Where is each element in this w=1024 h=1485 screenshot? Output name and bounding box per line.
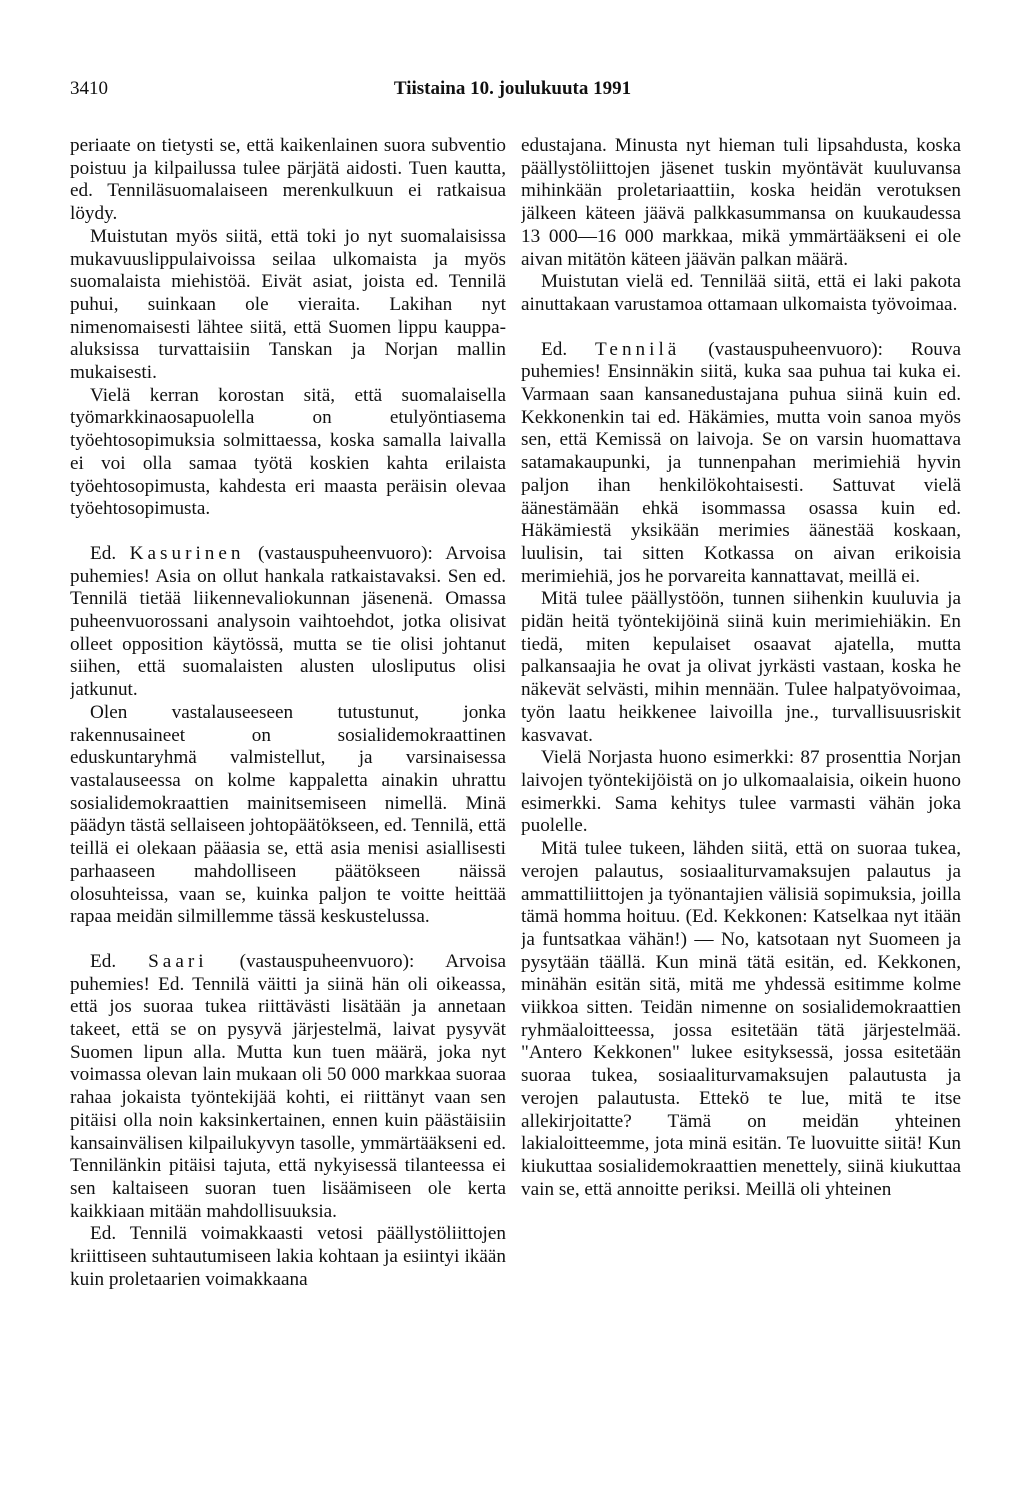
- header-date: Tiistaina 10. joulukuuta 1991: [393, 78, 632, 99]
- speech-tennila: [521, 339, 961, 589]
- speech-text: (vastauspuheenvuoro): Arvoisa puhemies! Ed. Tennilä väitti ja siinä hän oli oikeassa, että jos suoraa tukea riittävästi lisätään ja annetaan takeet, että se on pysyvä järjestelmä, laivat pysyvät Suomen lipun alla. Mutta kun tuen määrä, joka nyt voimassa olevan lain mukaan oli 50 000 markkaa suoraa rahaa jokaista työntekijää kohti, ei riittänyt vaan sen pitäisi olla noin kaksinkertainen, ennen kuin päästäisiin kansainvälisen kilpailukyvyn tasolle, ymmärtääkseni ed. Tennilänkin pitäisi tajuta, että nykyisessä tilanteessa ei sen kaltaiseen suoran tuen lisäämiseen ole kerta kaikkiaan mitään mahdollisuuksia.: [70, 950, 506, 1222]
- paragraph: Vielä kerran korostan sitä, että suomalaisella työmarkkinaosapuolella on etulyöntiasema työehtosopimuksia solmittaessa, koska samalla laivalla ei voi olla samaa työtä koskien kahta erilaista työehtosopimusta, kahdesta eri maasta peräisin olevaa työehtosopimusta.: [70, 384, 506, 520]
- paragraph: Mitä tulee tukeen, lähden siitä, että on suoraa tukea, verojen palautus, sosiaaliturvamaksujen palautus ja ammattiliittojen ja työnantajien välisiä sopimuksia, joilla tämä homma hoituu. (Ed. Kekkonen: Katselkaa nyt itään ja funtsatkaa vähän!) — No, katsotaan nyt Suomeen ja pysytään täällä. Kun minä tätä esitän, ed. Kekkonen, minähän esitän sitä, mitä me yhdessä esitimme kolme viikkoa sitten. Teidän nimenne on sosialidemokraattien ryhmäaloitteessa, jossa esitetään tätä järjestelmää. "Antero Kekkonen" lukee esityksessä, jossa esitetään suoraa tukea, sosiaaliturvamaksujen palautusta ja verojen palautusta. Ettekö te lue, mitä te itse allekirjoitatte? Tämä on meidän yhteinen lakialoitteemme, jota minä esitän. Te luovuitte siitä! Kun kiukuttaa sosialidemokraattien menettely, siinä kiukuttaa vain se, että annoitte periksi. Meillä oli yhteinen: [521, 838, 961, 1200]
- speech-text: (vastauspuheenvuoro): Rouva puhemies! Ensinnäkin siitä, kuka saa puhua tai kuka ei. Varmaan saan kansanedustajana puhua siinä kuin ed. Kekkonenkin tai ed. Häkämies, mutta voin sanoa myös sen, että Kemissä on laivoja. Se on varsin huomattava satamakaupunki, ja tunnenpahan merimiehiä hyvin paljon ihan henkilökohtaisesti. Sattuvat vielä äänestämään ehkä isommassa osassa kuin ed. Häkämiestä yksikään merimies äänestää koskaan, luulisin, tai sitten Kotkassa on aivan erikoisia merimiehiä, jos he porvareita kannattavat, meillä ei.: [521, 338, 961, 587]
- paragraph: Vielä Norjasta huono esimerkki: 87 prosenttia Norjan laivojen työntekijöistä on jo ulkomaalaisia, oikein huono esimerkki. Sama kehitys tulee varmasti vähän joka puolelle.: [521, 747, 961, 837]
- right-column: [521, 135, 961, 1470]
- speech-text: (vastauspuheenvuoro): Arvoisa puhemies! Asia on ollut hankala ratkaistavaksi. Sen ed. Tennilä tietää liikennevaliokunnan jäsenenä. Omassa puheenvuorossani analysoin vaihtoehdot, jotka olisivat olleet opposition käytössä, mutta se tie olisi johtanut siihen, että suomalaisten alusten ulosliputus olisi jatkunut.: [70, 542, 506, 701]
- paragraph: periaate on tietysti se, että kaikenlainen suora subventio poistuu ja kilpailussa tulee pärjätä aidosti. Tuen kautta, ed. Tenniläsuomalaiseen merenkulkuun ei ratkaisua löydy.: [70, 135, 506, 225]
- paragraph: edustajana. Minusta nyt hieman tuli lipsahdusta, koska päällystöliittojen jäsenet tuskin myöntävät kuuluvansa mihinkään proletariaattiin, koska heidän verotuksen jälkeen käteen jäävä palkkasummansa on kuukaudessa 13 000—16 000 markkaa, mikä ymmärtääkseni ei ole aivan mitätön käteen jäävän palkan määrä.: [521, 135, 961, 270]
- speech-saari: [70, 951, 506, 1223]
- speaker-prefix: Ed.: [90, 542, 117, 564]
- speaker-name: Kasurinen: [129, 542, 245, 564]
- paragraph: Muistutan vielä ed. Tennilää siitä, että ei laki pakota ainuttakaan varustamoa ottamaan ulkomaista työvoimaa.: [521, 271, 961, 315]
- paragraph: Muistutan myös siitä, että toki jo nyt suomalaisissa mukavuuslippulaivoissa seilaa ulkomaista ja myös suomalaista miehistöä. Eivät asiat, joista ed. Tennilä puhui, suinkaan ole vieraita. Lakihan nyt nimenomaisesti lähtee siitä, että Suomen lippu kauppa-aluksissa turvattaisiin Tanskan ja Norjan mallin mukaisesti.: [70, 225, 506, 384]
- paragraph: Mitä tulee päällystöön, tunnen siihenkin kuuluvia ja pidän heitä työntekijöinä siinä kuin merimiehiäkin. En tiedä, miten kepulaiset osaavat ajatella, mutta palkansaajia he ovat ja olivat jyrkästi vastaan, koska he näkevät selvästi, mihin mennään. Tulee halpatyövoimaa, työn laatu heikkenee laivoilla jne., turvallisuusriskit kasvavat.: [521, 588, 961, 746]
- left-column: [70, 135, 506, 1470]
- page-header: [70, 78, 955, 104]
- speaker-name: Tennilä: [595, 338, 681, 360]
- speaker-name: Saari: [148, 950, 208, 972]
- page-number: 3410: [70, 78, 108, 99]
- paragraph: Ed. Tennilä voimakkaasti vetosi päällystöliittojen kriittiseen suhtautumiseen lakia kohtaan ja esiintyi ikään kuin proletaarien voimakkaana: [70, 1223, 506, 1290]
- paragraph: Olen vastalauseeseen tutustunut, jonka rakennusaineet on sosialidemokraattinen eduskuntaryhmä valmistellut, ja varsinaisessa vastalauseessa on kolme kappaletta ainakin uhrattu sosialidemokraattien mainitsemiseen nimellä. Minä päädyn tästä sellaiseen johtopäätökseen, ed. Tennilä, että teillä ei olekaan pääasia se, että asia menisi asiallisesti parhaaseen mahdolliseen päätökseen näissä olosuhteissa, vaan se, kuinka paljon te voitte heittää rapaa meidän silmillemme tässä keskustelussa.: [70, 701, 506, 928]
- speaker-prefix: Ed.: [90, 950, 117, 972]
- speaker-prefix: Ed.: [541, 338, 568, 360]
- speech-kasurinen: [70, 543, 506, 702]
